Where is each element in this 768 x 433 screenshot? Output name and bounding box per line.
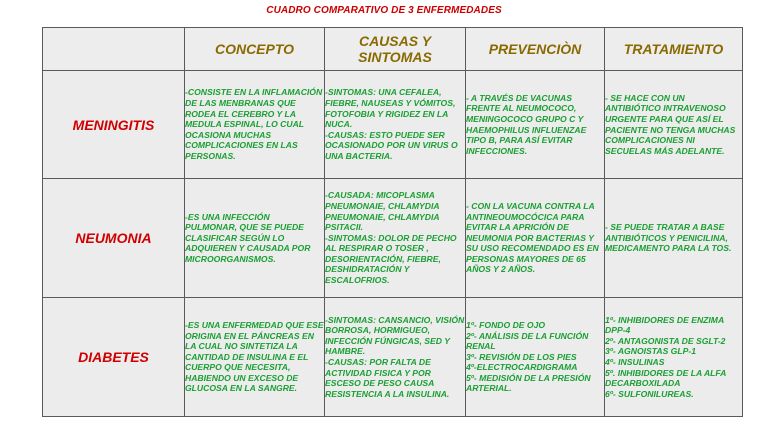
prevencion-cell: [466, 71, 605, 179]
tratamiento-cell: [605, 298, 743, 417]
concepto-cell: [185, 179, 325, 298]
concepto-cell: [185, 71, 325, 179]
document-title: CUADRO COMPARATIVO DE 3 ENFERMEDADES: [266, 5, 502, 16]
causas-text: -SINTOMAS: UNA CEFALEA, FIEBRE, NAUSEAS Y VÓMITOS, FOTOFOBIA Y RIGIDEZ EN LA NUCA. -CAUSAS: ESTO PUEDE SER OCASIONADO POR UN VIRUS O UNA BACTERIA.: [325, 87, 458, 161]
header-concepto: CONCEPTO: [185, 28, 325, 71]
tratamiento-cell: [605, 179, 743, 298]
concepto-text: -CONSISTE EN LA INFLAMACIÓN DE LAS MENBRANAS QUE RODEA EL CEREBRO Y LA MEDULA ESPINAL, LO CUAL OCASIONA MUCHAS COMPLICACIONES EN LAS PERSONAS.: [185, 87, 323, 161]
disease-name: DIABETES: [43, 298, 185, 417]
header-corner-cell: [43, 28, 185, 71]
tratamiento-cell: [605, 71, 743, 179]
prevencion-text: - A TRAVÉS DE VACUNAS FRENTE AL NEUMOCOCO, MENINGOCOCO GRUPO C Y HAEMOPHILUS INFLUENZAE TIPO B, PARA ASÍ EVITAR INFECCIONES.: [466, 92, 587, 156]
tratamiento-text: 1º- INHIBIDORES DE ENZIMA DPP-4 2º- ANTAGONISTA DE SGLT-2 3º- AGNOISTAS GLP-1 4º- INSULINAS 5º. INHIBIDORES DE LA ALFA DECARBOXILADA 6º- SULFONILUREAS.: [605, 314, 727, 399]
concepto-text: -ES UNA ENFERMEDAD QUE ESE ORIGINA EN EL PÁNCREAS EN LA CUAL NO SINTETIZA LA CANTIDAD DE INSULINA E EL CUERPO QUE NECESITA, HABIENDO UN EXCESO DE GLUCOSA EN LA SANGRE.: [185, 319, 324, 394]
disease-name: NEUMONIA: [43, 179, 185, 298]
header-row: [43, 28, 743, 71]
prevencion-text: 1º- FONDO DE OJO 2º- ANÁLISIS DE LA FUNCIÓN RENAL 3º- REVISIÓN DE LOS PIES 4º-ELECTROCARDIGRAMA 5º- MEDISIÓN DE LA PRESIÓN ARTERIAL.: [466, 319, 591, 394]
comparison-table: [42, 27, 743, 417]
causas-cell: [325, 298, 466, 417]
header-causas-sintomas: [325, 28, 466, 71]
causas-text: -CAUSADA: MICOPLASMA PNEUMONAIE, CHLAMYDIA PNEUMONAIE, CHLAMYDIA PSITACII. -SINTOMAS: DOLOR DE PECHO AL RESPIRAR O TOSER , DESORIENTACIÓN, FIEBRE, DESHIDRATACIÓN Y ESCALOFRIOS.: [325, 190, 457, 286]
table-row: [43, 298, 743, 417]
table-row: [43, 179, 743, 298]
prevencion-cell: [466, 179, 605, 298]
header-causas-sintomas-text: CAUSAS Y SINTOMAS: [358, 33, 432, 65]
tratamiento-text: - SE PUEDE TRATAR A BASE ANTIBIÓTICOS Y PENICILINA, MEDICAMENTO PARA LA TOS.: [605, 222, 732, 254]
table-row: [43, 71, 743, 179]
header-tratamiento: TRATAMIENTO: [605, 28, 743, 71]
prevencion-cell: [466, 298, 605, 417]
concepto-text: -ES UNA INFECCIÓN PULMONAR, QUE SE PUEDE CLASIFICAR SEGÚN LO ADQUIEREN Y CAUSADA POR MICROORGANISMOS.: [185, 211, 311, 264]
causas-cell: [325, 71, 466, 179]
tratamiento-text: - SE HACE CON UN ANTIBIÓTICO INTRAVENOSO URGENTE PARA QUE ASÍ EL PACIENTE NO TENGA MUCHAS COMPLICACIONES NI SECUELAS MÁS ADELANTE.: [605, 92, 736, 156]
causas-cell: [325, 179, 466, 298]
header-prevencion: PREVENCIÒN: [466, 28, 605, 71]
prevencion-text: - CON LA VACUNA CONTRA LA ANTINEOUMOCÓCICA PARA EVITAR LA APRICIÓN DE NEUMONIA POR BACTERIAS Y SU USO RECOMENDADO ES EN PERSONAS MAYORES DE 65 AÑOS Y 2 AÑOS.: [466, 200, 599, 275]
concepto-cell: [185, 298, 325, 417]
causas-text: -SINTOMAS: CANSANCIO, VISIÓN BORROSA, HORMIGUEO, INFECCIÓN FÚNGICAS, SED Y HAMBRE. -CAUSAS: POR FALTA DE ACTIVIDAD FISICA Y POR ESCESO DE PESO CAUSA RESISTENCIA A LA INSULINA.: [325, 314, 465, 399]
disease-name: MENINGITIS: [43, 71, 185, 179]
